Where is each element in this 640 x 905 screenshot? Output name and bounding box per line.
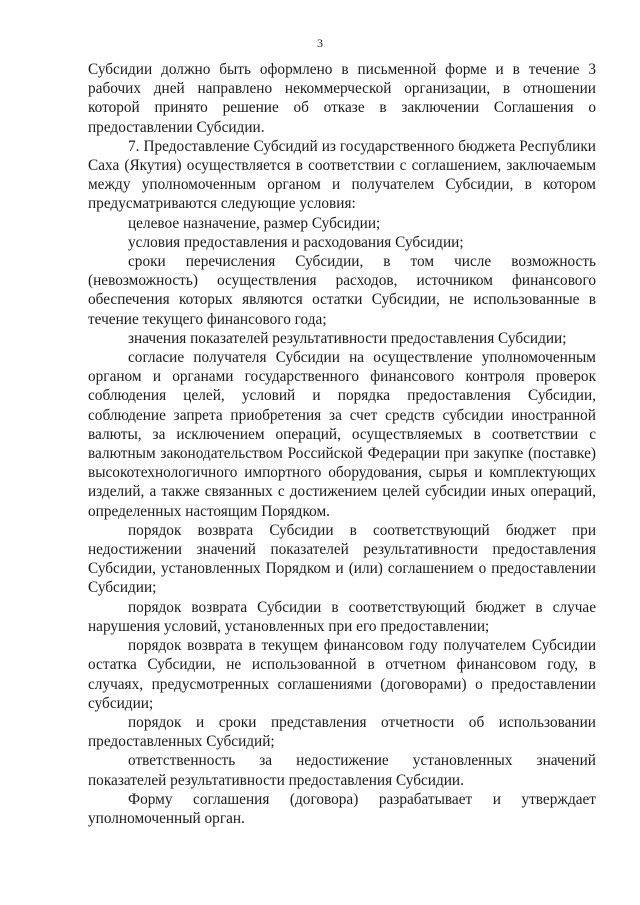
condition-performance-indicators: значения показателей результативности предоставления Субсидии; [128, 329, 567, 347]
condition-reporting: порядок и сроки представления отчетности об использовании предоставленных Субсидий; [88, 713, 596, 751]
paragraph-continuation: Субсидии должно быть оформлено в письменной форме и в течение 3 рабочих дней направлено некоммерческой организации, в отношении которой принято решение об отказе в заключении Соглашения о предоставлении Субсидии. [88, 61, 596, 136]
condition-return-violation: порядок возврата Субсидии в соответствующий бюджет в случае нарушения условий, установленных при его предоставлении; [88, 598, 596, 635]
condition-responsibility: ответственность за недостижение установленных значений показателей результативности предоставления Субсидии. [88, 752, 596, 789]
page-number: 3 [317, 36, 323, 50]
condition-terms: условия предоставления и расходования Субсидии; [128, 233, 464, 251]
paragraph-item-7: 7. Предоставление Субсидий из государственного бюджета Республики Саха (Якутия) осуществляется в соответствии с соглашением, заключаемым между уполномоченным органом и получателем Субсидии, в котором предусматриваются следующие условия: [88, 137, 596, 213]
document-body [88, 60, 596, 828]
condition-return-nonachievement: порядок возврата Субсидии в соответствующий бюджет при недостижении значений показателей результативности предоставления Субсидии, установленных Порядком и (или) соглашением о предоставлении Субсидии; [88, 521, 596, 597]
condition-purpose: целевое назначение, размер Субсидии; [128, 214, 381, 232]
paragraph-agreement-form: Форму соглашения (договора) разрабатывает и утверждает уполномоченный орган. [88, 790, 596, 827]
condition-return-balance: порядок возврата в текущем финансовом году получателем Субсидии остатка Субсидии, не использованной в отчетном финансовом году, в случаях, предусмотренных соглашениями (договорами) о предоставлении субсидии; [88, 637, 596, 712]
condition-transfer-deadlines: сроки перечисления Субсидии, в том числе возможность (невозможность) осуществления расходов, источником финансового обеспечения которых являются остатки Субсидии, не использованные в течение текущего финансового года; [88, 253, 596, 328]
condition-audit-consent: согласие получателя Субсидии на осуществление уполномоченным органом и органами государственного финансового контроля проверок соблюдения целей, условий и порядка предоставления Субсидии, соблюдение запрета приобретения за счет средств субсидии иностранной валюты, за исключением операций, осуществляемых в соответствии с валютным законодательством Российской Федерации при закупке (поставке) высокотехнологичного импортного оборудования, сырья и комплектующих изделий, а также связанных с достижением целей субсидии иных операций, определенных настоящим Порядком. [88, 349, 596, 520]
